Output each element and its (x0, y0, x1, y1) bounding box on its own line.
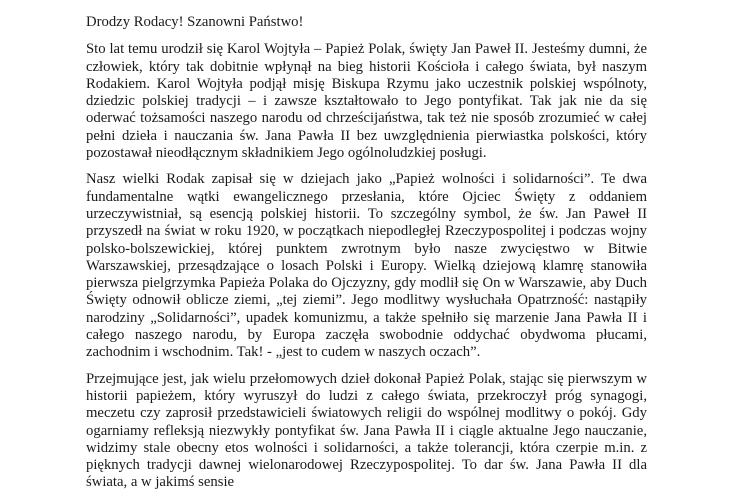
letter-paragraph-3: Przejmujące jest, jak wielu przełomowych dzieł dokonał Papież Polak, stając się pierwszym w historii papieżem, który wyruszył do ludzi z całego świata, przekroczył próg synagogi, meczetu czy zaprosił przedstawicieli światowych religii do wspólnej modlitwy o pokój. Gdy ogarniamy refleksją niezwykły pontyfikat św. Jana Pawła II i ciągle aktualne Jego nauczanie, widzimy stale obecny etos wolności i solidarności, a także tolerancji, która czerpie m.in. z pięknych tradycji dawnej wielonarodowej Rzeczypospolitej. To dar św. Jana Pawła II dla świata, a w jakimś sensie (86, 370, 647, 491)
letter-page (86, 14, 647, 501)
letter-paragraph-1: Sto lat temu urodził się Karol Wojtyła – Papież Polak, święty Jan Paweł II. Jesteśmy dumni, że człowiek, który tak dobitnie wpłynął na bieg historii Kościoła i całego świata, był naszym Rodakiem. Karol Wojtyła podjął misję Biskupa Rzymu jako uczestnik polskiej wspólnoty, dziedzic polskiej tradycji – i zawsze kształtowało to Jego pontyfikat. Tak jak nie da się oderwać tożsamości naszego narodu od chrześcijaństwa, tak też nie sposób zrozumieć w całej pełni dzieła i nauczania św. Jana Pawła II bez uwzględnienia pierwiastka polskości, który pozostawał nieodłącznym składnikiem Jego ogólnoludzkiej posługi. (86, 41, 647, 162)
letter-greeting: Drodzy Rodacy! Szanowni Państwo! (86, 14, 304, 30)
letter-paragraph-2: Nasz wielki Rodak zapisał się w dziejach jako „Papież wolności i solidarności”. Te dwa fundamentalne wątki ewangelicznego przesłania, które Ojciec Święty z oddaniem urzeczywistniał, są esencją polskiej historii. To szczególny symbol, że św. Jan Paweł II przyszedł na świat w roku 1920, w początkach niepodległej Rzeczypospolitej i podczas wojny polsko-bolszewickiej, której punktem zwrotnym było nasze zwycięstwo w Bitwie Warszawskiej, przesądzające o losach Polski i Europy. Wielką dziejową klamrę stanowiła pierwsza pielgrzymka Papieża Polaka do Ojczyzny, gdy modlił się On w Warszawie, aby Duch Święty odnowił oblicze ziemi, „tej ziemi”. Jego modlitwy wysłuchała Opatrzność: nastąpiły narodziny „Solidarności”, upadek komunizmu, a także spełniło się marzenie Jana Pawła II i całego naszego narodu, by Europa zaczęła swobodnie oddychać obydwoma płucami, zachodnim i wschodnim. Tak! - „jest to cudem w naszych oczach”. (86, 171, 647, 361)
